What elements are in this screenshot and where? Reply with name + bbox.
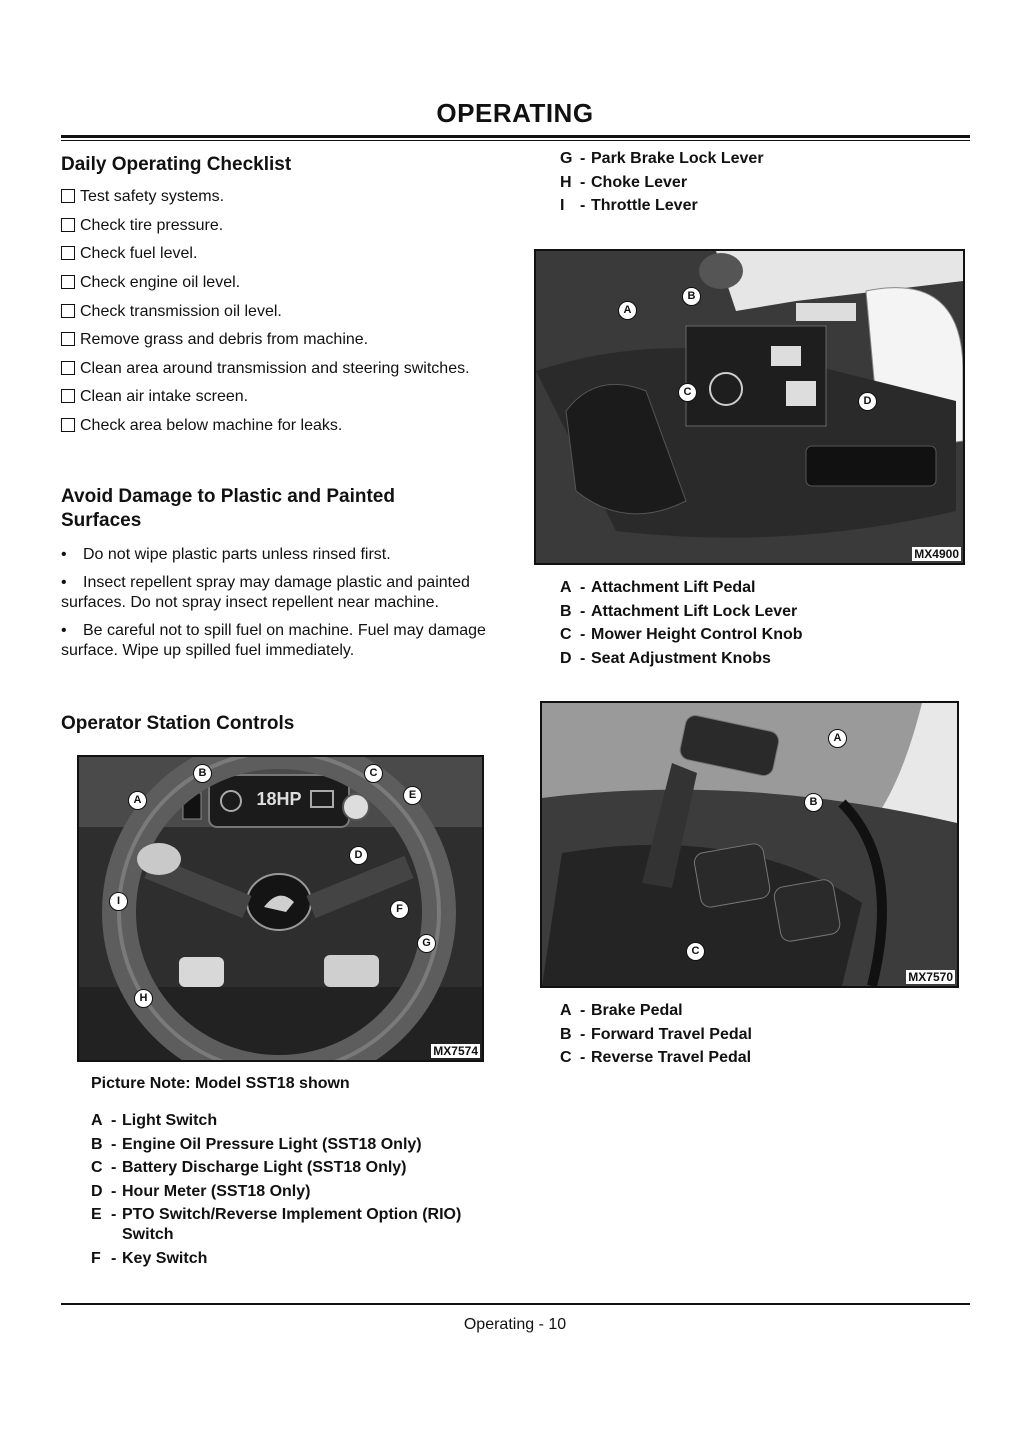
page-footer: Operating - 10 [463, 1316, 567, 1333]
callout-b: B [804, 793, 823, 812]
footer-rule [61, 1303, 970, 1305]
checklist-item [61, 297, 501, 326]
callout-b: B [682, 287, 701, 306]
checklist-item-label: Test safety systems. [80, 188, 225, 206]
checklist-section [61, 153, 501, 440]
seat-figure-legend [560, 578, 960, 672]
checklist-item-label: Clean air intake screen. [80, 388, 249, 406]
pedals-photo [540, 701, 959, 988]
checkbox-icon [61, 218, 75, 232]
callout-f: F [390, 900, 409, 919]
figure-id: MX7570 [908, 970, 953, 984]
checklist-item [61, 355, 501, 384]
checklist [61, 183, 501, 440]
checklist-item [61, 269, 501, 298]
list-item-text: Do not wipe plastic parts unless rinsed first. [83, 546, 391, 563]
legend-item: F - Key Switch [91, 1249, 208, 1267]
header-rule [61, 135, 970, 138]
bullet-icon: • [61, 546, 67, 563]
list-item [61, 621, 501, 661]
checkbox-icon [61, 246, 75, 260]
legend-item: A - Attachment Lift Pedal [560, 579, 756, 596]
legend-item: B - Engine Oil Pressure Light (SST18 Only) [91, 1135, 422, 1153]
legend-item: C - Reverse Travel Pedal [560, 1049, 752, 1066]
checklist-item [61, 326, 501, 355]
callout-a: A [618, 301, 637, 320]
seat-area-illustration [536, 251, 963, 563]
checklist-item-label: Check tire pressure. [80, 216, 224, 234]
pedals-illustration [542, 703, 957, 986]
legend-item: G - Park Brake Lock Lever [560, 150, 764, 167]
callout-i: I [109, 892, 128, 911]
figure-id: MX7574 [433, 1044, 478, 1058]
checkbox-icon [61, 275, 75, 289]
avoid-damage-list [61, 545, 501, 661]
checklist-item-label: Remove grass and debris from machine. [80, 331, 369, 349]
checklist-item [61, 412, 501, 441]
checklist-item [61, 383, 501, 412]
picture-note: Picture Note: Model SST18 shown [91, 1075, 350, 1092]
legend-item: C - Mower Height Control Knob [560, 626, 803, 643]
checkbox-icon [61, 304, 75, 318]
callout-e: E [403, 786, 422, 805]
callout-a: A [828, 729, 847, 748]
checkbox-icon [61, 332, 75, 346]
checkbox-icon [61, 361, 75, 375]
bullet-icon: • [61, 574, 67, 591]
header-rule-thin [61, 140, 970, 141]
checkbox-icon [61, 189, 75, 203]
checklist-heading: Daily Operating Checklist [61, 154, 292, 175]
callout-a: A [128, 791, 147, 810]
page-title: OPERATING [436, 98, 594, 128]
legend-item: H - Choke Lever [560, 173, 688, 191]
legend-item: C - Battery Discharge Light (SST18 Only) [91, 1159, 407, 1176]
figure-id: MX4900 [914, 547, 959, 561]
operator-controls-legend-continued [560, 149, 960, 220]
legend-item: D - Seat Adjustment Knobs [560, 649, 771, 667]
avoid-damage-section [61, 485, 501, 669]
legend-item: A - Brake Pedal [560, 1002, 683, 1019]
legend-item: E - PTO Switch/Reverse Implement Option (RIO) Switch [91, 1206, 462, 1243]
checklist-item-label: Clean area around transmission and steering switches. [80, 359, 470, 377]
legend-item: B - Forward Travel Pedal [560, 1025, 752, 1043]
list-item-text: Insect repellent spray may damage plastic and painted surfaces. Do not spray insect repellent near machine. [61, 574, 470, 611]
list-item-text: Be careful not to spill fuel on machine. Fuel may damage surface. Wipe up spilled fuel immediately. [61, 622, 486, 659]
checklist-item-label: Check fuel level. [80, 245, 198, 263]
operator-controls-legend [91, 1111, 491, 1272]
checklist-item [61, 212, 501, 241]
steering-wheel-photo [77, 755, 484, 1062]
callout-g: G [417, 934, 436, 953]
avoid-damage-heading: Avoid Damage to Plastic and Painted Surfaces [61, 486, 395, 531]
checklist-item [61, 240, 501, 269]
list-item [61, 573, 501, 613]
callout-c: C [686, 942, 705, 961]
callout-d: D [349, 846, 368, 865]
legend-item: D - Hour Meter (SST18 Only) [91, 1182, 311, 1200]
checklist-item-label: Check area below machine for leaks. [80, 417, 343, 435]
callout-h: H [134, 989, 153, 1008]
callout-b: B [193, 764, 212, 783]
operator-controls-heading: Operator Station Controls [61, 713, 295, 734]
callout-c: C [678, 383, 697, 402]
checkbox-icon [61, 389, 75, 403]
checklist-item-label: Check engine oil level. [80, 274, 241, 292]
legend-item: I - Throttle Lever [560, 197, 698, 214]
seat-area-photo [534, 249, 965, 565]
pedal-figure-legend [560, 1001, 960, 1072]
legend-item: A - Light Switch [91, 1112, 218, 1129]
svg-text:18HP: 18HP [256, 789, 302, 809]
callout-c: C [364, 764, 383, 783]
checklist-item [61, 183, 501, 212]
legend-item: B - Attachment Lift Lock Lever [560, 602, 798, 620]
checklist-item-label: Check transmission oil level. [80, 302, 282, 320]
list-item [61, 545, 501, 565]
checkbox-icon [61, 418, 75, 432]
callout-d: D [858, 392, 877, 411]
bullet-icon: • [61, 622, 67, 639]
